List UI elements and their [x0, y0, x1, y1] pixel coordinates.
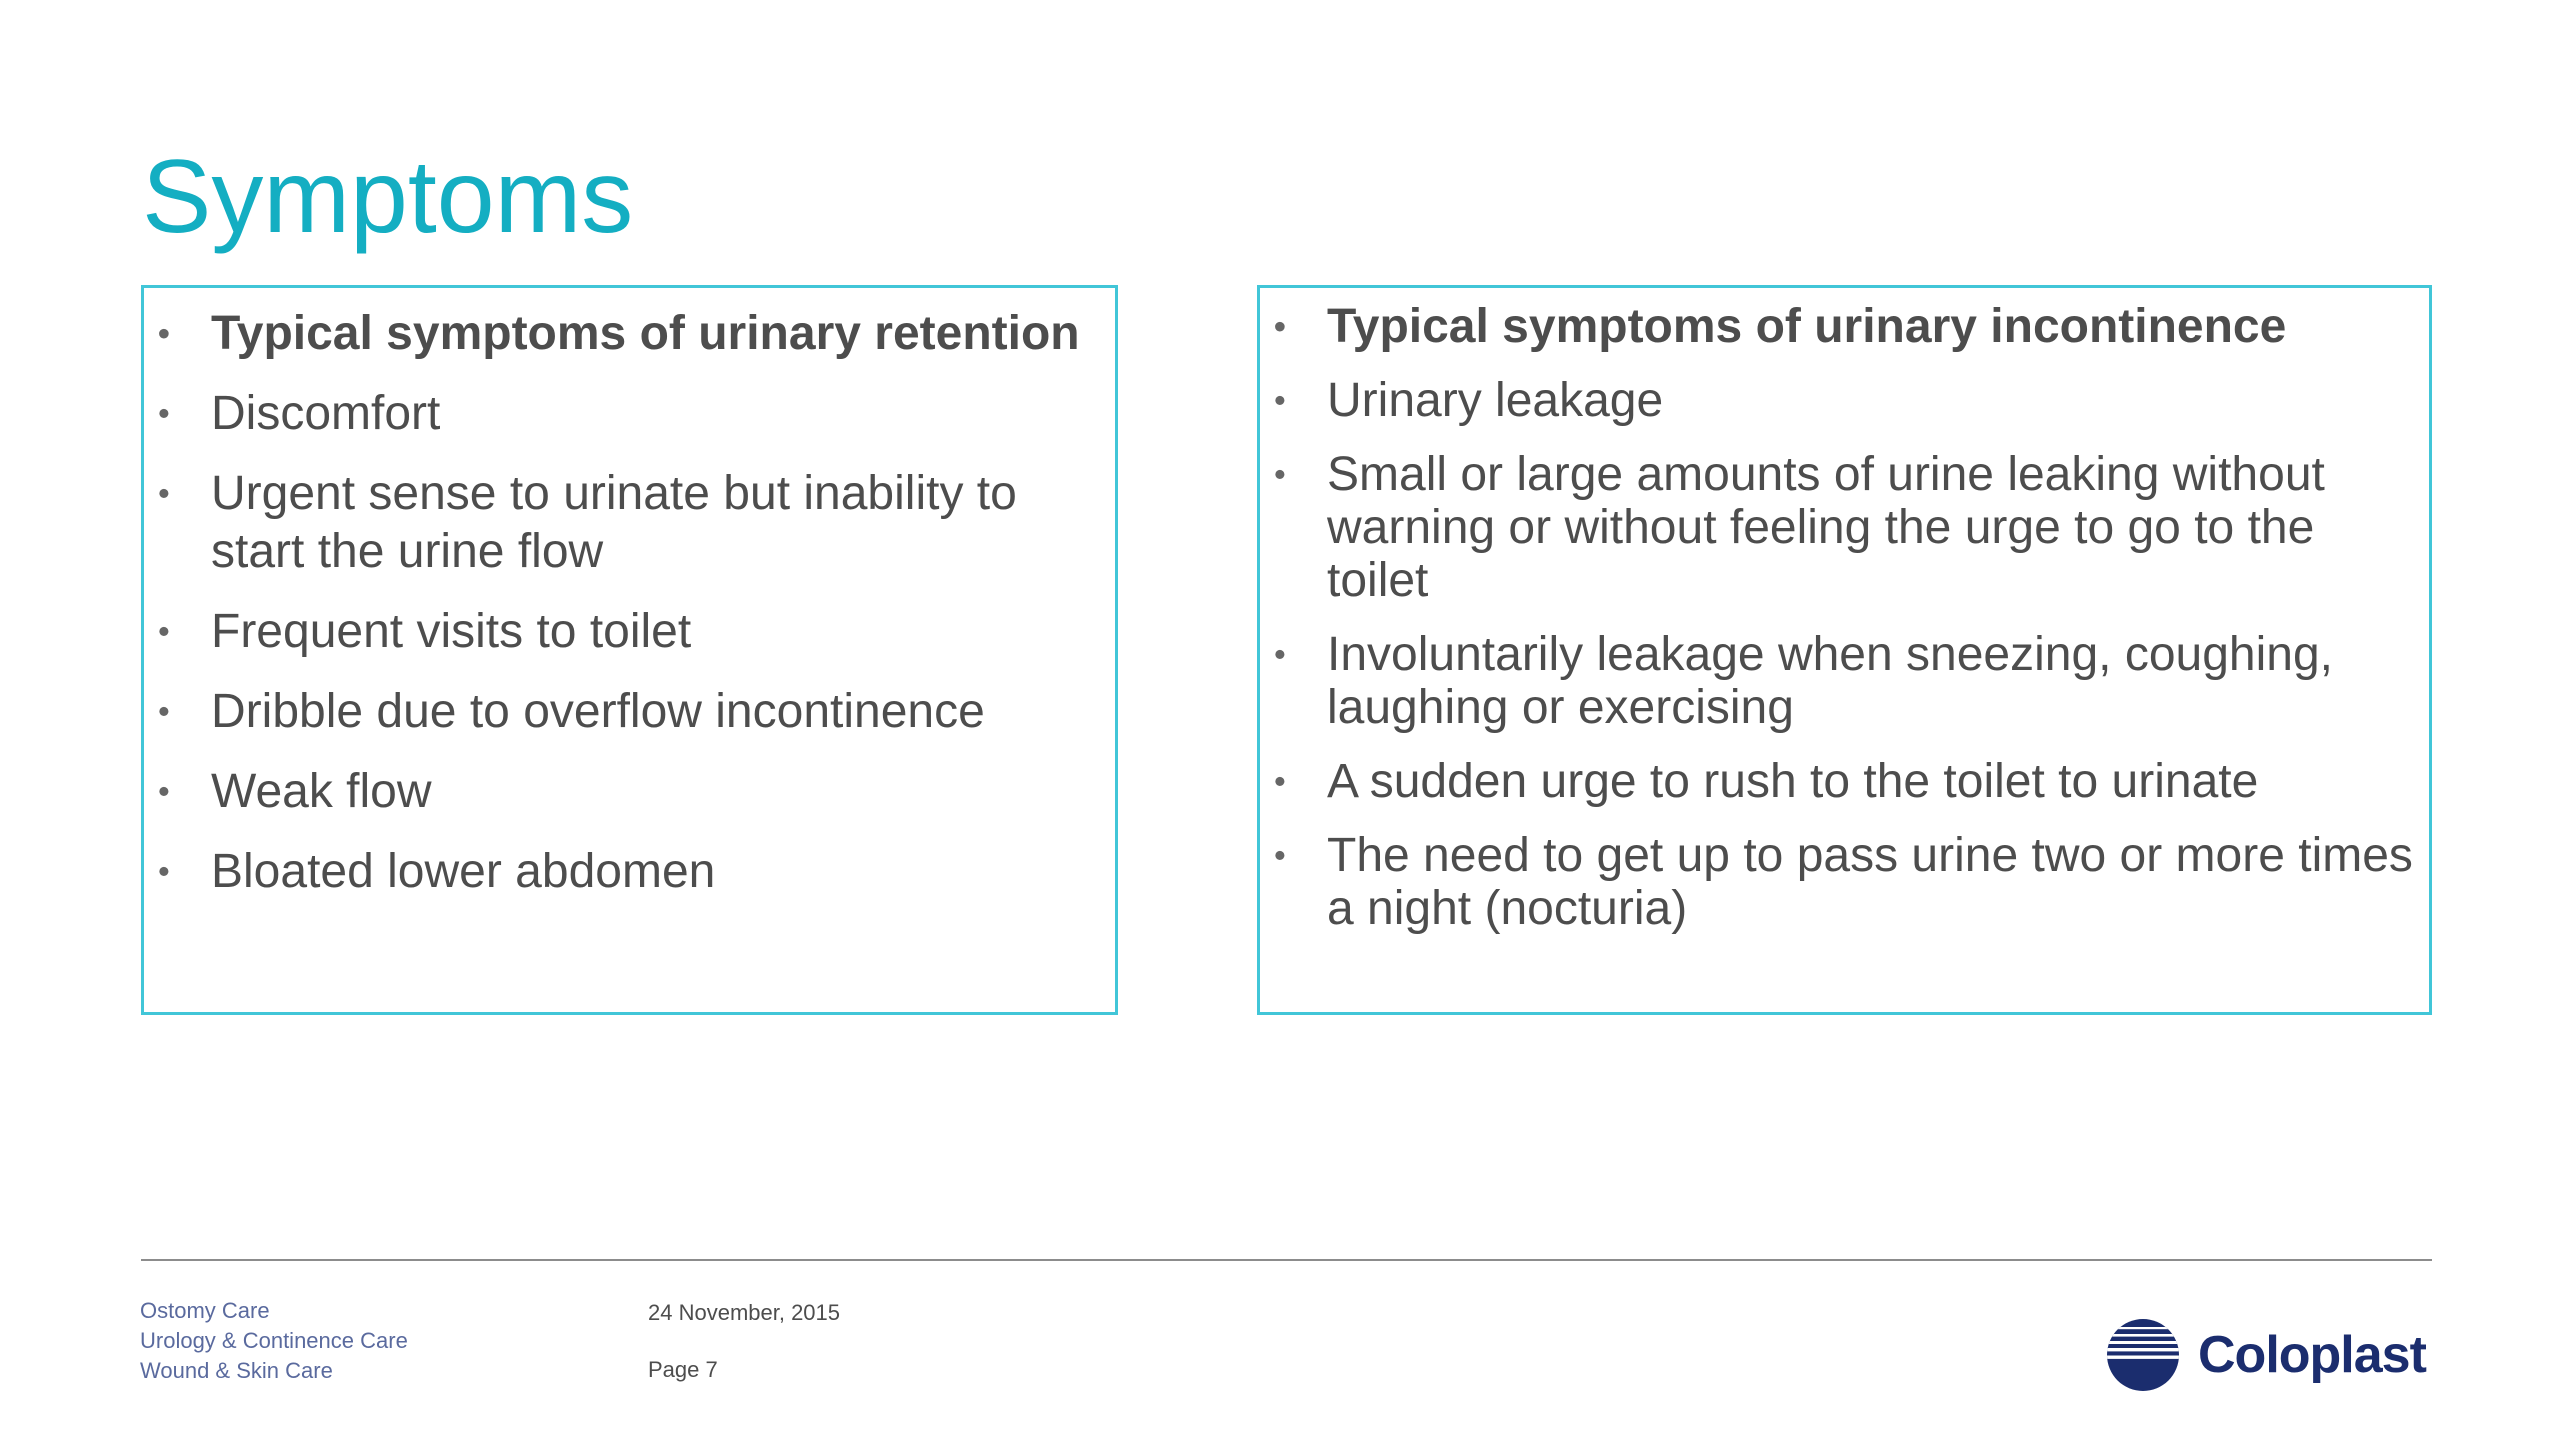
incontinence-heading: • Typical symptoms of urinary incontinence: [1274, 300, 2414, 353]
logo-wordmark: Coloplast: [2198, 1326, 2426, 1384]
business-areas: [140, 1296, 408, 1386]
footer-date: 24 November, 2015: [648, 1300, 841, 1325]
business-area-urology: Urology & Continence Care: [140, 1328, 408, 1353]
coloplast-globe-icon: [2106, 1318, 2180, 1392]
footer-divider: [141, 1259, 2432, 1261]
list-item: • Dribble due to overflow incontinence: [158, 683, 1088, 741]
list-item: • Bloated lower abdomen: [158, 843, 1088, 901]
coloplast-logo: [2106, 1315, 2426, 1395]
list-item: • Weak flow: [158, 763, 1088, 821]
slide-title: Symptoms: [142, 139, 634, 255]
list-item: • Frequent visits to toilet: [158, 603, 1088, 661]
list-item: • A sudden urge to rush to the toilet to urinate: [1274, 755, 2414, 808]
incontinence-symptoms-box: [1257, 285, 2432, 1015]
incontinence-symptoms-list: [1274, 300, 2414, 956]
list-item: • The need to get up to pass urine two or more times a night (nocturia): [1274, 829, 2414, 935]
retention-symptoms-list: [158, 305, 1088, 923]
page-number: Page 7: [648, 1357, 718, 1382]
list-item: • Involuntarily leakage when sneezing, coughing, laughing or exercising: [1274, 628, 2414, 734]
business-area-ostomy: Ostomy Care: [140, 1298, 270, 1323]
business-area-wound: Wound & Skin Care: [140, 1358, 333, 1383]
list-item: • Urinary leakage: [1274, 374, 2414, 427]
list-item: • Urgent sense to urinate but inability to start the urine flow: [158, 465, 1088, 581]
list-item: • Discomfort: [158, 385, 1088, 443]
list-item: • Small or large amounts of urine leaking without warning or without feeling the urge to go to the toilet: [1274, 448, 2414, 607]
retention-symptoms-box: [141, 285, 1118, 1015]
retention-heading: • Typical symptoms of urinary retention: [158, 305, 1088, 363]
